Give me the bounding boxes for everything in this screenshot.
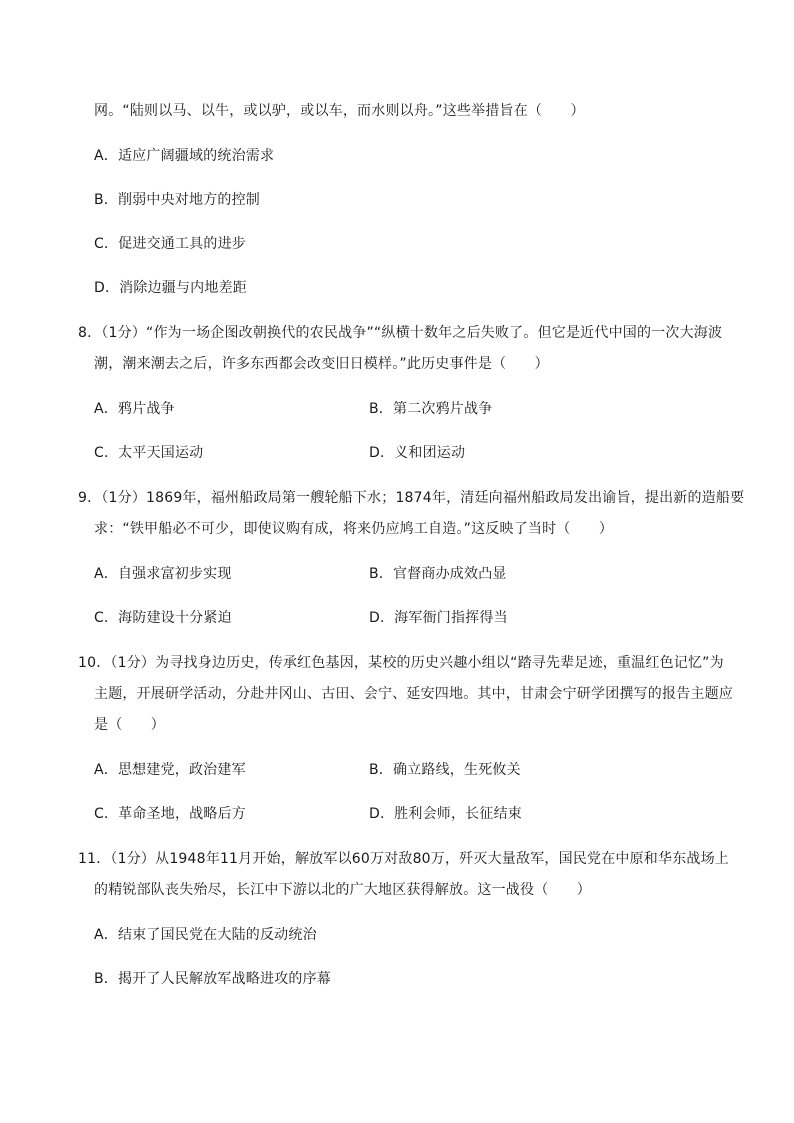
q11-stem-line-1: 11．（1分）从1948年11月开始，解放军以60万对敌80万，歼灭大量敌军，国民党在中原和华东战场上 [78, 851, 729, 867]
q11-option-b[interactable]: B．揭开了人民解放军战略进攻的序幕 [94, 971, 332, 987]
q7-option-b[interactable]: B．削弱中央对地方的控制 [94, 192, 261, 208]
q7-option-c[interactable]: C．促进交通工具的进步 [94, 236, 246, 252]
q10-option-c[interactable]: C．革命圣地，战略后方 [94, 806, 246, 822]
q8-stem-line-1: 8．（1分）“作为一场企图改朝换代的农民战争”“纵横十数年之后失败了。但它是近代中国的一次大海波 [78, 325, 723, 341]
q10-option-a[interactable]: A．思想建党，政治建军 [94, 762, 246, 778]
q11-stem-line-2: 的精锐部队丧失殆尽，长江中下游以北的广大地区获得解放。这一战役（ ） [94, 882, 591, 898]
q9-option-c[interactable]: C．海防建设十分紧迫 [94, 610, 232, 626]
q10-stem-line-1: 10．（1分）为寻找身边历史，传承红色基因，某校的历史兴趣小组以“踏寻先辈足迹，重温红色记忆”为 [78, 655, 724, 671]
q8-option-b[interactable]: B．第二次鸦片战争 [369, 401, 493, 417]
q7-stem-continuation: 网。“陆则以马、以牛，或以驴，或以车，而水则以舟。”这些举措旨在（ ） [94, 103, 585, 119]
q8-stem-line-2: 潮，潮来潮去之后，许多东西都会改变旧日模样。”此历史事件是（ ） [94, 356, 549, 372]
q9-stem-line-1: 9．（1分）1869年，福州船政局第一艘轮船下水；1874年，清廷向福州船政局发出谕旨，提出新的造船要 [78, 490, 745, 506]
q8-option-c[interactable]: C．太平天国运动 [94, 445, 204, 461]
q7-option-d[interactable]: D．消除边疆与内地差距 [94, 280, 247, 296]
q10-option-d[interactable]: D．胜利会师，长征结束 [369, 806, 522, 822]
q10-stem-line-2: 主题，开展研学活动，分赴井冈山、古田、会宁、延安四地。其中，甘肃会宁研学团撰写的报告主题应 [94, 686, 733, 702]
q10-option-b[interactable]: B．确立路线，生死攸关 [369, 762, 521, 778]
q9-option-d[interactable]: D．海军衙门指挥得当 [369, 610, 508, 626]
q10-stem-line-3: 是（ ） [94, 717, 165, 733]
q11-option-a[interactable]: A．结束了国民党在大陆的反动统治 [94, 927, 317, 943]
q8-option-d[interactable]: D．义和团运动 [369, 445, 466, 461]
q8-option-a[interactable]: A．鸦片战争 [94, 401, 175, 417]
q7-option-a[interactable]: A．适应广阔疆域的统治需求 [94, 148, 275, 164]
q9-stem-line-2: 求：“铁甲船必不可少，即使议购有成，将来仍应鸠工自造。”这反映了当时（ ） [94, 521, 614, 537]
q9-option-b[interactable]: B．官督商办成效凸显 [369, 566, 507, 582]
q9-option-a[interactable]: A．自强求富初步实现 [94, 566, 232, 582]
